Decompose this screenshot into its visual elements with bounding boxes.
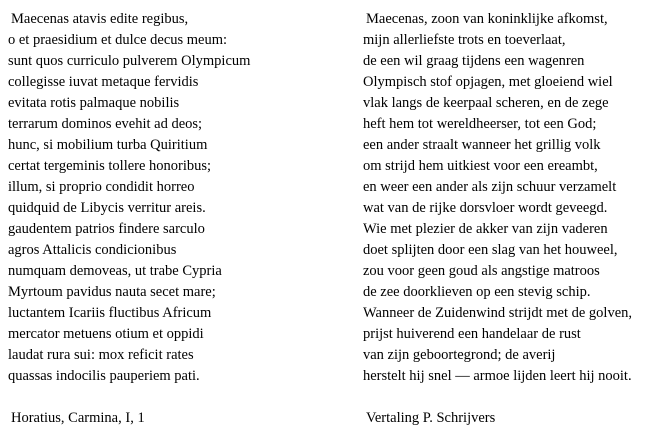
poem-line: vlak langs de keerpaal scheren, en de zege [363,95,609,111]
poem-line: herstelt hij snel — armoe lijden leert hij nooit. [363,368,632,384]
latin-poem-column [8,9,250,429]
translation-attribution: Vertaling P. Schrijvers [366,410,496,426]
poem-line: heft hem tot wereldheerser, tot een God; [363,116,597,132]
poem-line: Wanneer de Zuidenwind strijdt met de golven, [363,305,633,321]
poem-line: quidquid de Libycis verritur areis. [8,200,206,216]
poem-line: om strijd hem uitkiest voor een ereambt, [363,158,598,174]
poem-line: en weer een ander als zijn schuur verzamelt [363,179,617,195]
poem-line: agros Attalicis condicionibus [8,242,177,258]
poem-line: een ander straalt wanneer het grillig volk [363,137,601,153]
latin-poem [8,9,250,387]
poem-line: laudat rura sui: mox reficit rates [8,347,194,363]
poem-line: quassas indocilis pauperiem pati. [8,368,200,384]
poem-line: luctantem Icariis fluctibus Africum [8,305,212,321]
dutch-translation-poem [363,9,632,387]
poem-line: illum, si proprio condidit horreo [8,179,195,195]
dutch-translation-column [363,9,632,429]
poem-line: terrarum dominos evehit ad deos; [8,116,203,132]
poem-line: o et praesidium et dulce decus meum: [8,32,228,48]
latin-attribution: Horatius, Carmina, I, 1 [11,410,145,426]
poem-line: mercator metuens otium et oppidi [8,326,204,342]
poem-line: prijst huiverend een handelaar de rust [363,326,581,342]
poem-line: gaudentem patrios findere sarculo [8,221,205,237]
poem-line: zou voor geen goud als angstige matroos [363,263,600,279]
poem-line: de een wil graag tijdens een wagenren [363,53,585,69]
poem-line: collegisse iuvat metaque fervidis [8,74,199,90]
poem-line: Maecenas, zoon van koninklijke afkomst, [366,11,608,27]
poem-line: evitata rotis palmaque nobilis [8,95,180,111]
poem-line: Maecenas atavis edite regibus, [11,11,189,27]
poem-line: hunc, si mobilium turba Quiritium [8,137,208,153]
poem-line: mijn allerliefste trots en toeverlaat, [363,32,566,48]
poem-line: Olympisch stof opjagen, met gloeiend wiel [363,74,613,90]
poem-line: numquam demoveas, ut trabe Cypria [8,263,222,279]
poem-line: doet splijten door een slag van het houweel, [363,242,618,258]
poem-line: de zee doorklieven op een stevig schip. [363,284,591,300]
poem-line: Wie met plezier de akker van zijn vaderen [363,221,608,237]
poem-line: van zijn geboortegrond; de averij [363,347,556,363]
poem-line: wat van de rijke dorsvloer wordt geveegd. [363,200,608,216]
poem-line: certat tergeminis tollere honoribus; [8,158,212,174]
poem-line: sunt quos curriculo pulverem Olympicum [8,53,251,69]
poem-line: Myrtoum pavidus nauta secet mare; [8,284,216,300]
